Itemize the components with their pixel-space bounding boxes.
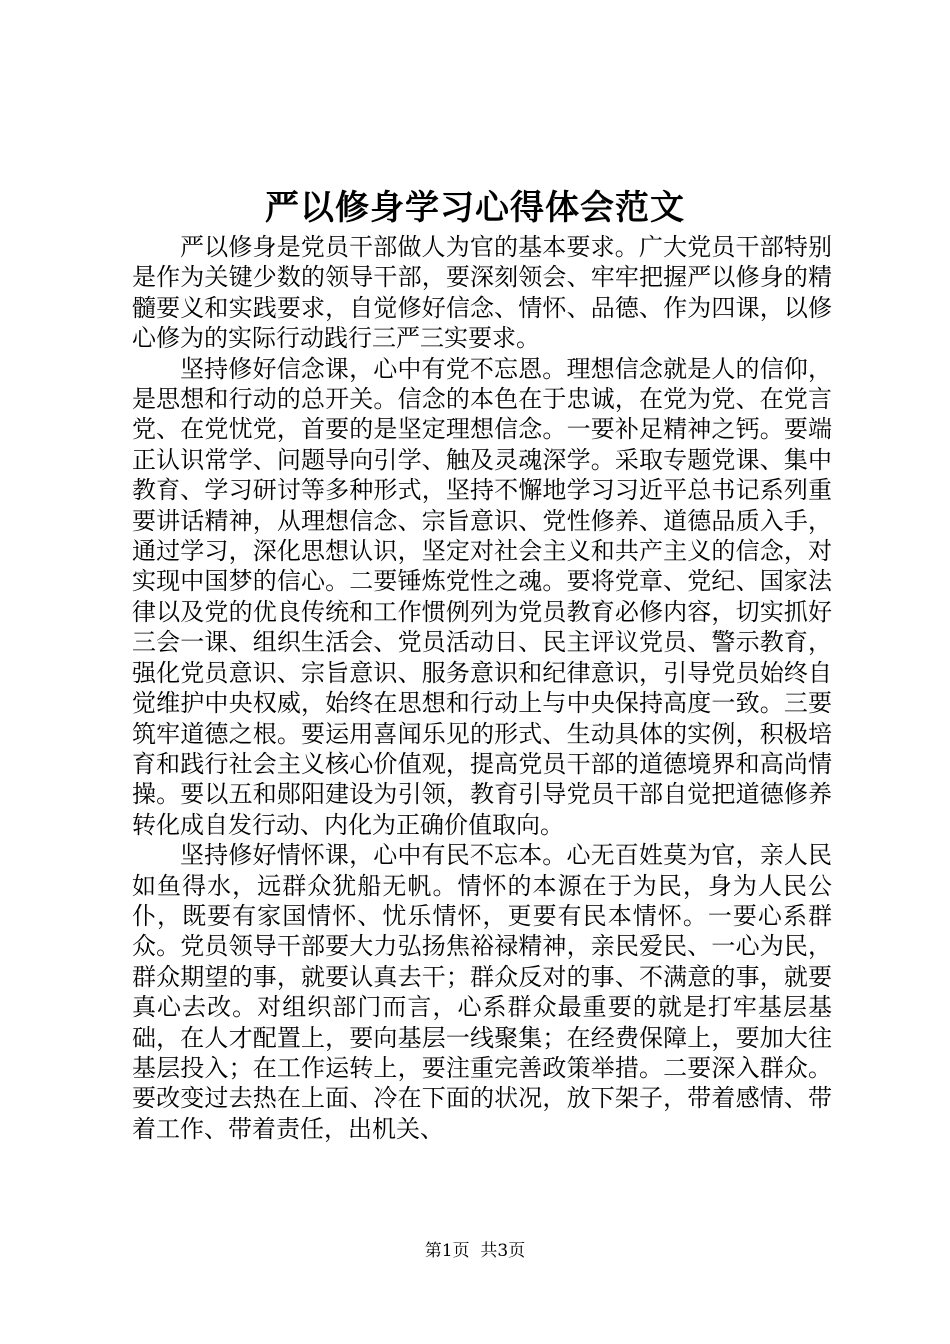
page-total: 共3页 bbox=[480, 1241, 526, 1261]
document-body bbox=[132, 232, 832, 1144]
paragraph-intro: 严以修身是党员干部做人为官的基本要求。广大党员干部特别是作为关键少数的领导干部，要深刻领会、牢牢把握严以修身的精髓要义和实践要求，自觉修好信念、情怀、品德、作为四课，以修心修为的实际行动践行三严三实要求。 bbox=[132, 233, 832, 353]
page-footer bbox=[0, 1239, 950, 1263]
paragraph-sentiment: 坚持修好情怀课，心中有民不忘本。心无百姓莫为官，亲人民如鱼得水，远群众犹船无帆。情怀的本源在于为民，身为人民公仆，既要有家国情怀、忧乐情怀，更要有民本情怀。一要心系群众。党员领导干部要大力弘扬焦裕禄精神，亲民爱民、一心为民，群众期望的事，就要认真去干；群众反对的事、不满意的事，就要真心去改。对组织部门而言，心系群众最重要的就是打牢基层基础，在人才配置上，要向基层一线聚集；在经费保障上，要加大往基层投入；在工作运转上，要注重完善政策举措。二要深入群众。要改变过去热在上面、冷在下面的状况，放下架子，带着感情、带着工作、带着责任，出机关、 bbox=[132, 841, 832, 1143]
paragraph-belief: 坚持修好信念课，心中有党不忘恩。理想信念就是人的信仰，是思想和行动的总开关。信念的本色在于忠诚，在党为党、在党言党、在党忧党，首要的是坚定理想信念。一要补足精神之钙。要端正认识常学、问题导向引学、触及灵魂深学。采取专题党课、集中教育、学习研讨等多种形式，坚持不懈地学习习近平总书记系列重要讲话精神，从理想信念、宗旨意识、党性修养、道德品质入手，通过学习，深化思想认识，坚定对社会主义和共产主义的信念，对实现中国梦的信心。二要锤炼党性之魂。要将党章、党纪、国家法律以及党的优良传统和工作惯例列为党员教育必修内容，切实抓好三会一课、组织生活会、党员活动日、民主评议党员、警示教育，强化党员意识、宗旨意识、服务意识和纪律意识，引导党员始终自觉维护中央权威，始终在思想和行动上与中央保持高度一致。三要筑牢道德之根。要运用喜闻乐见的形式、生动具体的实例，积极培育和践行社会主义核心价值观，提高党员干部的道德境界和高尚情操。要以五和郧阳建设为引领，教育引导党员干部自觉把道德修养转化成自发行动、内化为正确价值取向。 bbox=[132, 354, 832, 839]
page-number: 第1页 bbox=[424, 1241, 470, 1261]
document-title: 严以修身学习心得体会范文 bbox=[265, 188, 685, 228]
